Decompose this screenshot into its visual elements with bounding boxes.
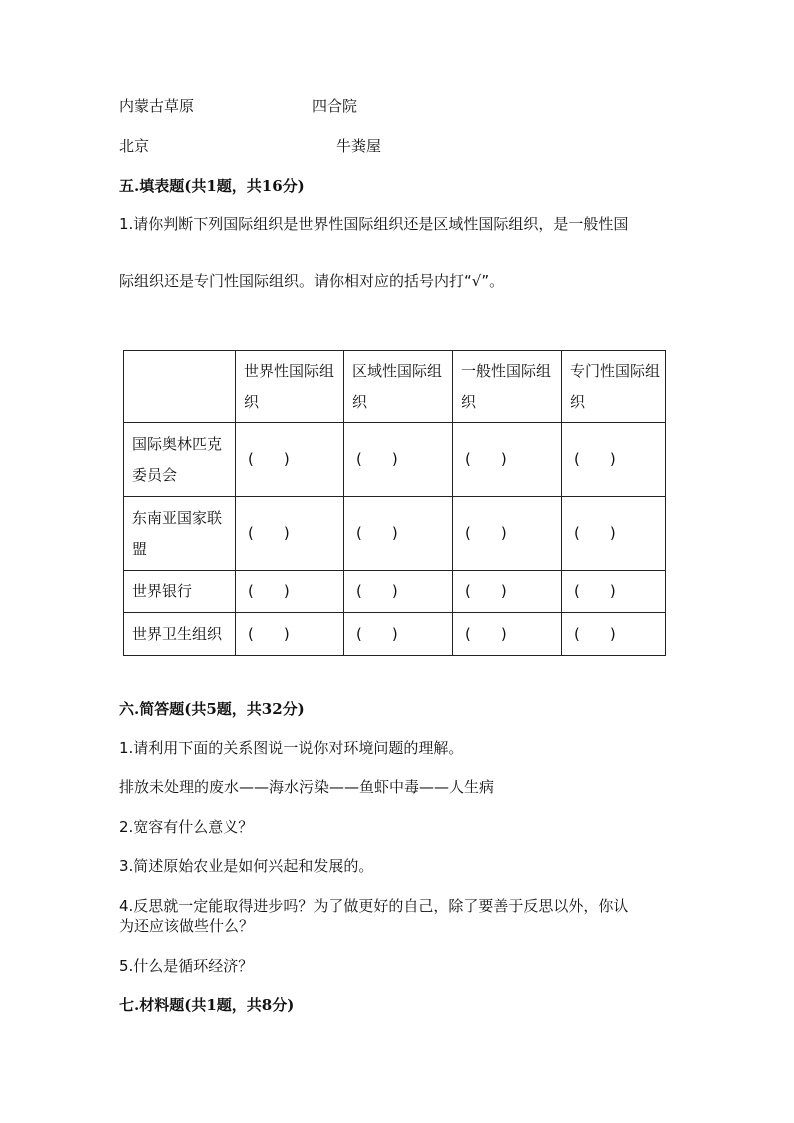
table-header-cell: 区域性国际组织 [344,351,453,423]
answer-parentheses[interactable]: ( ) [236,613,344,656]
table-header-cell: 世界性国际组织 [236,351,344,423]
answer-parentheses[interactable]: ( ) [562,497,666,571]
answer-parentheses[interactable]: ( ) [562,613,666,656]
match-left-2: 北京 [119,137,150,155]
table-row [124,497,666,571]
answer-parentheses[interactable]: ( ) [453,571,562,613]
match-right-2: 牛粪屋 [336,137,382,155]
answer-parentheses[interactable]: ( ) [344,423,453,497]
table-header-cell [124,351,236,423]
answer-parentheses[interactable]: ( ) [453,423,562,497]
section5-heading: 五.填表题(共1题，共16分) [119,177,305,195]
table-header-cell: 一般性国际组织 [453,351,562,423]
section6-q4-line1: 4.反思就一定能取得进步吗？为了做更好的自己，除了要善于反思以外，你认 [119,897,629,915]
answer-parentheses[interactable]: ( ) [236,423,344,497]
answer-parentheses[interactable]: ( ) [344,613,453,656]
match-left-1: 内蒙古草原 [119,97,195,115]
section6-q4-line2: 为还应该做些什么？ [119,917,255,935]
section6-q5: 5.什么是循环经济？ [119,957,254,975]
table-header-row [124,351,666,423]
section6-heading: 六.简答题(共5题，共32分) [119,700,305,718]
org-name-cell: 世界卫生组织 [124,613,236,656]
match-right-1: 四合院 [312,97,358,115]
answer-parentheses[interactable]: ( ) [562,423,666,497]
section7-heading: 七.材料题(共1题，共8分) [119,996,295,1014]
section6-q2: 2.宽容有什么意义？ [119,818,254,836]
section5-q1-line1: 1.请你判断下列国际组织是世界性国际组织还是区域性国际组织，是一般性国 [119,215,629,233]
answer-parentheses[interactable]: ( ) [344,571,453,613]
section5-q1-line2: 际组织还是专门性国际组织。请你相对应的括号内打“√”。 [119,272,505,290]
table-row [124,571,666,613]
table-row [124,613,666,656]
table-row [124,423,666,497]
answer-parentheses[interactable]: ( ) [236,571,344,613]
section6-q3: 3.简述原始农业是如何兴起和发展的。 [119,857,374,875]
org-name-cell: 国际奥林匹克委员会 [124,423,236,497]
answer-parentheses[interactable]: ( ) [453,497,562,571]
answer-parentheses[interactable]: ( ) [344,497,453,571]
answer-parentheses[interactable]: ( ) [453,613,562,656]
answer-parentheses[interactable]: ( ) [562,571,666,613]
section6-q1: 1.请利用下面的关系图说一说你对环境问题的理解。 [119,739,464,757]
org-name-cell: 东南亚国家联盟 [124,497,236,571]
section6-q1-chain: 排放未处理的废水——海水污染——鱼虾中毒——人生病 [119,778,495,796]
org-name-cell: 世界银行 [124,571,236,613]
answer-parentheses[interactable]: ( ) [236,497,344,571]
table-header-cell: 专门性国际组织 [562,351,666,423]
organization-table [123,350,666,656]
